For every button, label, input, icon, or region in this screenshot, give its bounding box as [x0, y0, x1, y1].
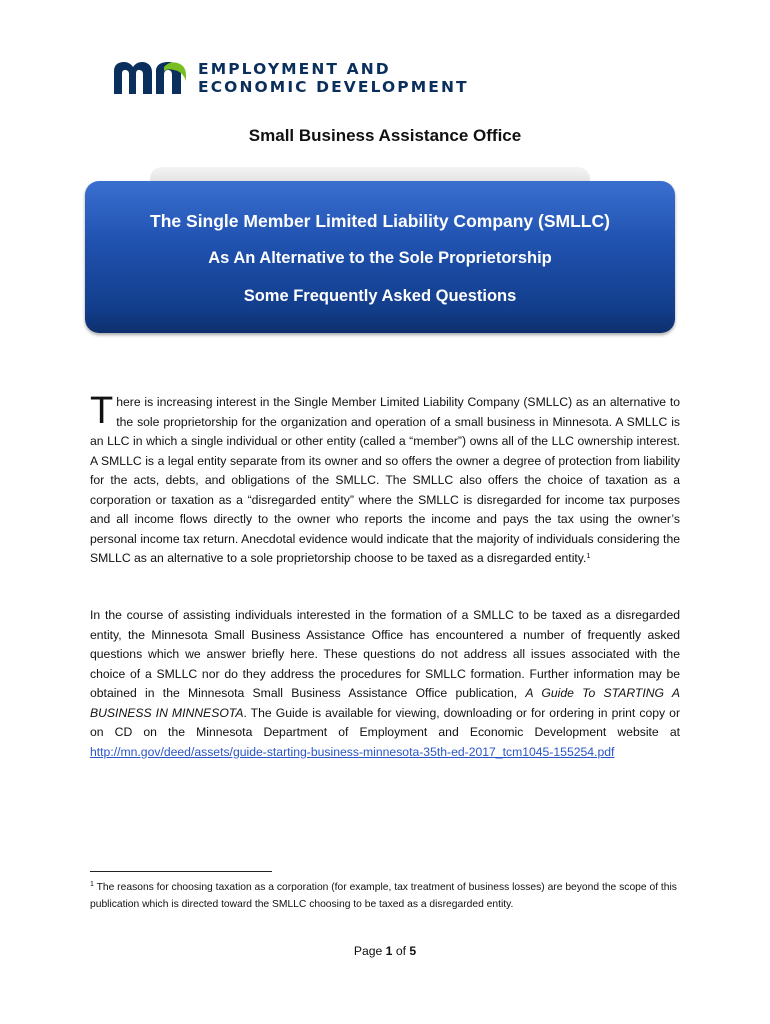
footnote-number: 1 — [90, 881, 94, 888]
logo-line-1: EMPLOYMENT AND — [198, 60, 391, 78]
banner-title: The Single Member Limited Liability Company (SMLLC) — [150, 211, 610, 231]
footnote-reference[interactable]: 1 — [586, 551, 591, 560]
mn-logo-icon — [112, 61, 188, 95]
title-banner — [85, 181, 675, 333]
second-paragraph — [90, 606, 680, 762]
banner-faq-heading: Some Frequently Asked Questions — [243, 287, 517, 305]
banner-subtitle: As An Alternative to the Sole Proprietorship — [208, 249, 552, 267]
footnote — [90, 879, 680, 913]
logo-wordmark — [198, 60, 469, 96]
footnote-divider — [90, 871, 272, 872]
second-text-a: In the course of assisting individuals interested in the formation of a SMLLC to be taxed as a disregarded entity, the Minnesota Small Business Assistance Office has encountered a number of frequently asked questions which we answer briefly here. These questions do not address all issues associated with the choice of a SMLLC nor do they address the procedures for SMLLC formation. Further information may be obtained in the Minnesota Small Business Assistance Office publication, — [90, 608, 680, 700]
logo-line-2: ECONOMIC DEVELOPMENT — [198, 78, 469, 96]
guide-link[interactable]: http://mn.gov/deed/assets/guide-starting-business-minnesota-35th-ed-2017_tcm1045-155254.pdf — [90, 744, 615, 759]
page-of: of — [392, 944, 410, 958]
page-prefix: Page — [353, 944, 386, 958]
drop-cap: T — [90, 390, 114, 432]
page-current: 1 — [385, 944, 393, 958]
footnote-text: The reasons for choosing taxation as a corporation (for example, tax treatment of business losses) are beyond the scope of this publication which is directed toward the SMLLC choosing to be taxed as a disregarded entity. — [90, 882, 677, 910]
page-total: 5 — [409, 944, 417, 958]
publication-title: A Guide To STARTING A BUSINESS IN MINNESOTA — [90, 686, 680, 720]
page-number — [0, 944, 770, 958]
intro-text: here is increasing interest in the Single Member Limited Liability Company (SMLLC) as an alternative to the sole proprietorship for the organization and operation of a small business in Minnesota. A SMLLC is an LLC in which a single individual or other entity (called a “member”) owns all of the LLC ownership interest. A SMLLC is a legal entity separate from its owner and so offers the owner a degree of protection from liability for the acts, debts, and obligations of the SMLLC. The SMLLC also offers the choice of taxation as a corporation or taxation as a “disregarded entity” where the SMLLC is disregarded for income tax purposes and all income flows directly to the owner who reports the income and pays the tax using the owner’s personal income tax return. Anecdotal evidence would indicate that the majority of individuals considering the SMLLC as an alternative to a sole proprietorship choose to be taxed as a disregarded entity. — [90, 395, 680, 565]
intro-paragraph — [90, 390, 680, 569]
second-text-b: . The Guide is available for viewing, downloading or for ordering in print copy or on CD on the Minnesota Department of Employment and Economic Development website at — [90, 705, 680, 739]
office-title: Small Business Assistance Office — [248, 126, 522, 145]
deed-logo — [112, 60, 469, 96]
